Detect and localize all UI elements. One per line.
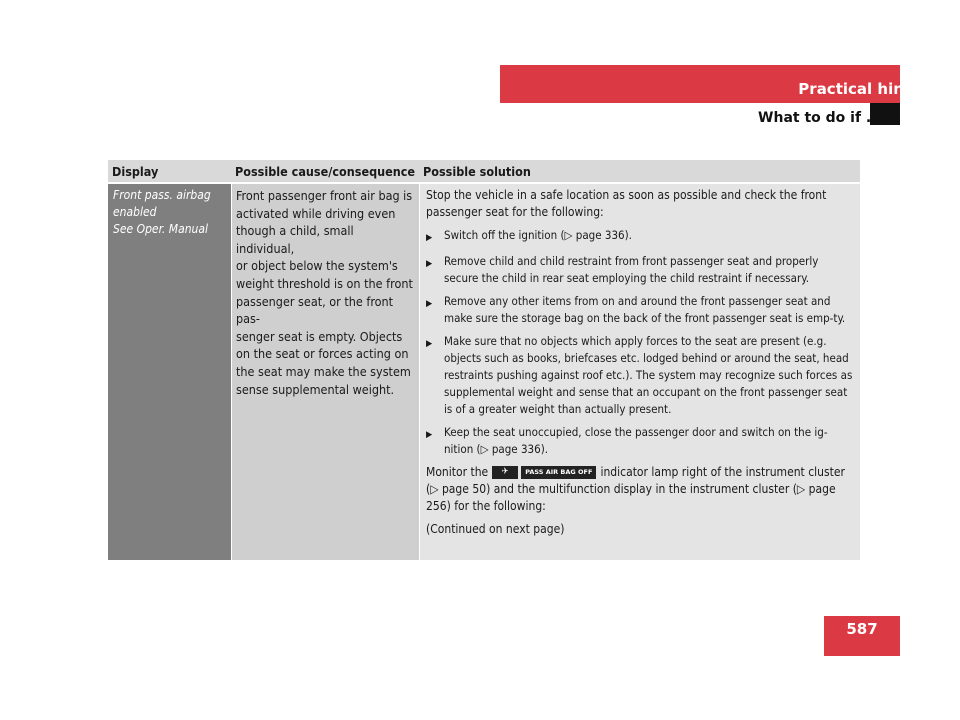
monitor-paragraph xyxy=(426,464,856,515)
cause-line: activated while driving even xyxy=(236,205,396,221)
cause-line: on the seat or forces acting on xyxy=(236,346,409,362)
solution-cell xyxy=(419,184,860,560)
table-row xyxy=(108,182,860,560)
subsection-title: What to do if ...? xyxy=(758,110,890,126)
section-title: Practical hints xyxy=(798,80,920,98)
solution-intro: Stop the vehicle in a safe location as soon as possible and check the front passenger seat for the following: xyxy=(426,188,827,219)
display-cell xyxy=(108,184,231,560)
monitor-text-before: Monitor the xyxy=(426,465,489,479)
troubleshooting-table xyxy=(108,160,860,560)
list-item xyxy=(426,293,856,327)
cause-line: or object below the system's xyxy=(236,258,398,274)
cause-line: sense supplemental weight. xyxy=(236,381,395,397)
header-cause: Possible cause/consequence xyxy=(235,163,416,179)
cause-line: the seat may make the system xyxy=(236,363,411,379)
bullet-arrow-icon: ▶ xyxy=(426,259,433,269)
pass-air-bag-off-label: PASS AIR BAG OFF xyxy=(521,466,596,479)
bullet-arrow-icon: ▶ xyxy=(426,299,433,309)
header-display: Display xyxy=(112,163,159,179)
header-solution: Possible solution xyxy=(423,163,531,179)
list-item xyxy=(426,253,856,287)
cause-cell xyxy=(231,184,419,560)
monitor-text-after: indicator lamp right of the instrument cluster (▷ page 50) and the multifunction display in the instrument cluster (▷ page 256) for the following: xyxy=(426,465,845,513)
cause-line: though a child, small individual, xyxy=(236,223,354,256)
cause-line: weight threshold is on the front xyxy=(236,275,413,291)
bullet-text: Remove any other items from on and around the front passenger seat and make sure the storage bag on the back of the front passenger seat is emp-ty. xyxy=(444,294,846,325)
table-header-row xyxy=(108,160,860,182)
cause-line: passenger seat, or the front pas- xyxy=(236,293,394,327)
bullet-arrow-icon: ▶ xyxy=(426,430,433,440)
display-line: Front pass. airbag xyxy=(113,188,211,202)
continued-note: (Continued on next page) xyxy=(426,522,565,536)
display-line: enabled xyxy=(113,205,157,219)
cause-line: senger seat is empty. Objects xyxy=(236,328,403,344)
bullet-arrow-icon: ▶ xyxy=(426,339,433,349)
bullet-arrow-icon: ▶ xyxy=(426,233,433,243)
list-item xyxy=(426,227,856,247)
passenger-airbag-icon: ✈ xyxy=(492,466,518,479)
bullet-text: Make sure that no objects which apply forces to the seat are present (e.g. objects such as books, briefcases etc. lodged behind or around the seat, head restraints pushing against roof etc.). The system may recognize such forces as supplemental weight and sense that an occupant on the front passenger seat is of a greater weight than actually present. xyxy=(444,334,853,416)
bullet-text: Keep the seat unoccupied, close the passenger door and switch on the ig-nition (▷ page 336). xyxy=(444,425,828,456)
bullet-text: Remove child and child restraint from front passenger seat and properly secure the child in rear seat employing the child restraint if necessary. xyxy=(444,254,819,285)
list-item xyxy=(426,333,856,418)
display-line: See Oper. Manual xyxy=(113,222,208,236)
pass-air-bag-off-lamp xyxy=(492,466,596,479)
page-number-box xyxy=(824,616,900,656)
cause-line: Front passenger front air bag is xyxy=(236,188,413,203)
list-item xyxy=(426,424,856,458)
page-number: 587 xyxy=(846,620,878,638)
bullet-text: Switch off the ignition (▷ page 336). xyxy=(444,228,632,242)
